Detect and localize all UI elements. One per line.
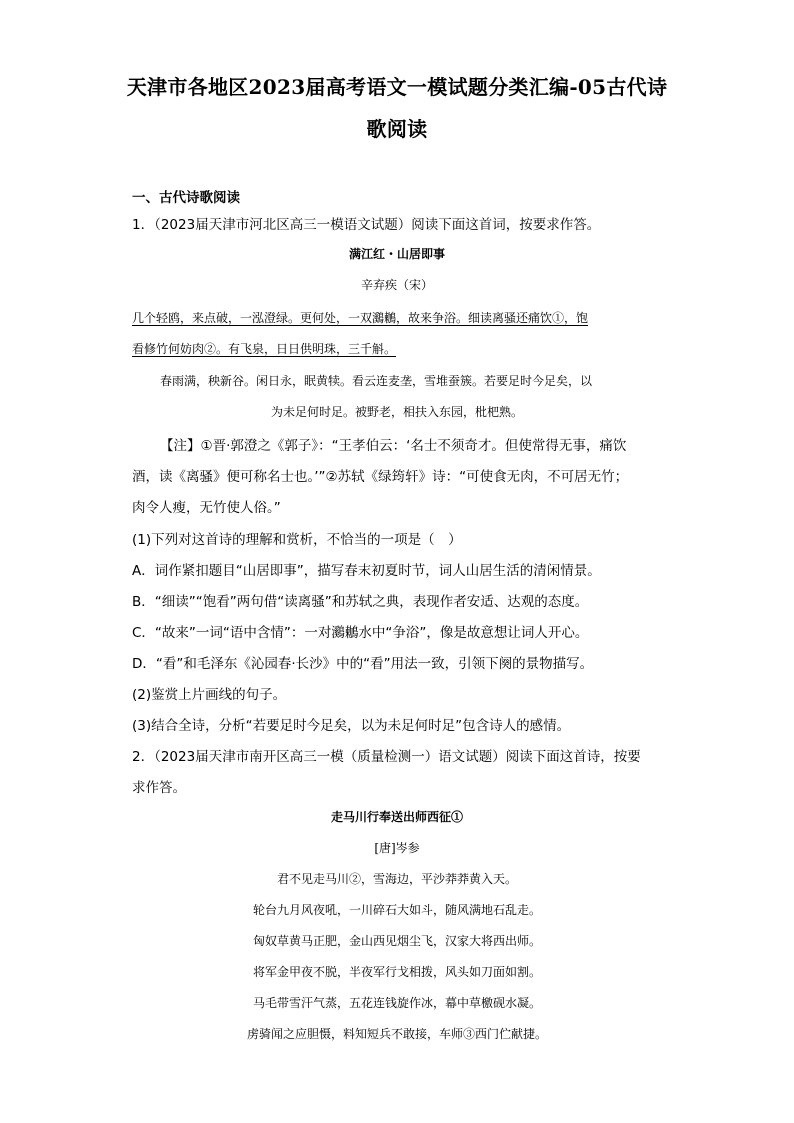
poem-1-upper-line: 几个轻鸥，来点破，一泓澄绿。更何处，一双鸂鶒，故来争浴。细读离骚还痛饮①，饱	[132, 311, 589, 325]
note-line: 酒，读《离骚》便可称名士也。’”②苏轼《绿筠轩》诗：“可使食无肉，不可居无竹；	[132, 469, 629, 485]
poem-2-author: [唐]岑参	[374, 841, 420, 855]
question-2-intro: 2．（2023届天津市南开区高三一模（质量检测一）语文试题）阅读下面这首诗，按要	[132, 749, 641, 765]
sub-question-3: (3)结合全诗，分析“若要足时今足矣，以为未足何时足”包含诗人的感情。	[132, 718, 571, 734]
poem-1-author: 辛弃疾（宋）	[360, 278, 433, 292]
document-title: 天津市各地区2023届高考语文一模试题分类汇编-05古代诗歌阅读	[126, 75, 668, 141]
poem-2-line: 马毛带雪汗气蒸，五花连钱旋作冰，幕中草檄砚水凝。	[252, 996, 541, 1010]
question-1-intro: 1．（2023届天津市河北区高三一模语文试题）阅读下面这首词，按要求作答。	[132, 217, 601, 233]
note-line: 肉令人瘦，无竹使人俗。”	[132, 500, 281, 516]
poem-2-line: 匈奴草黄马正肥，金山西见烟尘飞，汉家大将西出师。	[252, 934, 541, 948]
option-b: B．“细读”“饱看”两句借“读离骚”和苏轼之典，表现作者安适、达观的态度。	[132, 594, 589, 610]
poem-1-lower-line: 为未足何时足。被野老，相扶入东园，枇杷熟。	[270, 405, 523, 419]
poem-1-upper-line: 看修竹何妨肉②。有飞泉，日日供明珠，三千斛。	[132, 342, 397, 356]
poem-1-lower-line: 春雨满，秧新谷。闲日永，眠黄犊。看云连麦垄，雪堆蚕簇。若要足时今足矣，以	[160, 374, 593, 388]
sub-question-2: (2)鉴赏上片画线的句子。	[132, 687, 287, 703]
poem-1-title: 满江红・山居即事	[348, 247, 445, 261]
poem-2-line: 将军金甲夜不脱，半夜军行戈相拨，风头如刀面如割。	[252, 965, 541, 979]
poem-2-line: 轮台九月风夜吼，一川碎石大如斗，随风满地石乱走。	[252, 903, 541, 917]
option-a: A．词作紧扣题目“山居即事”，描写春末初夏时节，词人山居生活的清闲情景。	[132, 563, 601, 579]
option-d: D．“看”和毛泽东《沁园春·长沙》中的“看”用法一致，引领下阕的景物描写。	[132, 656, 594, 672]
poem-2-line: 虏骑闻之应胆慑，料知短兵不敢接，车师③西门伫献捷。	[246, 1027, 547, 1041]
question-2-intro: 求作答。	[132, 780, 186, 796]
option-c: C．“故来”一词“语中含情”：一对鸂鶒水中“争浴”，像是故意想让词人开心。	[132, 625, 589, 641]
section-heading: 一、古代诗歌阅读	[132, 190, 240, 206]
sub-question-1: (1)下列对这首诗的理解和赏析，不恰当的一项是（ ）	[132, 532, 462, 548]
poem-2-line: 君不见走马川②，雪海边，平沙莽莽黄入天。	[276, 872, 517, 886]
poem-2-title: 走马川行奉送出师西征①	[330, 810, 463, 824]
note-line: 【注】①晋·郭澄之《郭子》：“王孝伯云：‘名士不须奇才。但使常得无事，痛饮	[160, 438, 627, 454]
